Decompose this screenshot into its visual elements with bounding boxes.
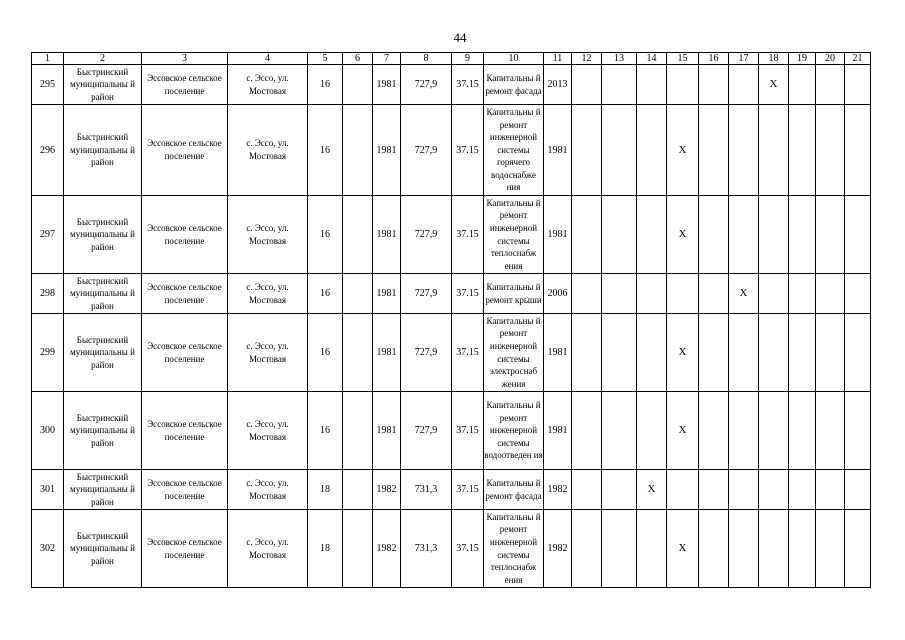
district-cell: Быстринский муниципальны й район bbox=[64, 105, 142, 196]
mark-cell-col-12 bbox=[572, 105, 602, 196]
column-9-value: 37.15 bbox=[452, 274, 484, 314]
column-6-value bbox=[343, 510, 373, 588]
column-header-8: 8 bbox=[401, 53, 452, 65]
row-number: 295 bbox=[32, 65, 64, 105]
table-row bbox=[32, 196, 871, 274]
area-cell: 727,9 bbox=[401, 196, 452, 274]
page-number: 44 bbox=[453, 30, 467, 45]
mark-cell-col-12 bbox=[572, 196, 602, 274]
table-row bbox=[32, 65, 871, 105]
mark-cell-col-20 bbox=[816, 314, 845, 392]
year-built-cell: 1981 bbox=[373, 65, 401, 105]
table-row bbox=[32, 105, 871, 196]
mark-cell-col-15 bbox=[667, 65, 699, 105]
year-built-cell: 1982 bbox=[373, 470, 401, 510]
header-row bbox=[32, 53, 871, 65]
table-row bbox=[32, 470, 871, 510]
column-header-1: 1 bbox=[32, 53, 64, 65]
mark-cell-col-13 bbox=[602, 196, 637, 274]
mark-cell-col-13 bbox=[602, 392, 637, 470]
work-type-cell: Капитальны й ремонт фасада bbox=[484, 65, 544, 105]
mark-cell-col-17 bbox=[729, 510, 759, 588]
mark-cell-col-14 bbox=[637, 196, 667, 274]
mark-cell-col-14 bbox=[637, 65, 667, 105]
mark-cell-col-20 bbox=[816, 274, 845, 314]
mark-cell-col-18 bbox=[759, 274, 789, 314]
last-repair-year-cell: 1982 bbox=[544, 470, 572, 510]
table-row bbox=[32, 314, 871, 392]
mark-cell-col-15: X bbox=[667, 392, 699, 470]
address-cell: с. Эссо, ул. Мостовая bbox=[228, 196, 308, 274]
mark-cell-col-17 bbox=[729, 105, 759, 196]
column-9-value: 37.15 bbox=[452, 510, 484, 588]
mark-cell-col-16 bbox=[699, 274, 729, 314]
settlement-cell: Эссовское сельское поселение bbox=[142, 105, 228, 196]
mark-cell-col-21 bbox=[845, 196, 871, 274]
year-built-cell: 1981 bbox=[373, 196, 401, 274]
work-type-cell: Капитальны й ремонт крыши bbox=[484, 274, 544, 314]
column-header-10: 10 bbox=[484, 53, 544, 65]
row-number: 302 bbox=[32, 510, 64, 588]
column-9-value: 37.15 bbox=[452, 105, 484, 196]
mark-cell-col-21 bbox=[845, 65, 871, 105]
mark-cell-col-20 bbox=[816, 392, 845, 470]
table-row bbox=[32, 392, 871, 470]
column-5-value: 16 bbox=[308, 392, 343, 470]
column-9-value: 37.15 bbox=[452, 196, 484, 274]
mark-cell-col-13 bbox=[602, 65, 637, 105]
mark-cell-col-17: X bbox=[729, 274, 759, 314]
mark-cell-col-17 bbox=[729, 392, 759, 470]
mark-cell-col-15: X bbox=[667, 105, 699, 196]
mark-cell-col-12 bbox=[572, 392, 602, 470]
last-repair-year-cell: 1982 bbox=[544, 510, 572, 588]
mark-cell-col-21 bbox=[845, 392, 871, 470]
column-5-value: 16 bbox=[308, 65, 343, 105]
column-header-17: 17 bbox=[729, 53, 759, 65]
row-number: 300 bbox=[32, 392, 64, 470]
column-header-20: 20 bbox=[816, 53, 845, 65]
mark-cell-col-15 bbox=[667, 470, 699, 510]
mark-cell-col-12 bbox=[572, 65, 602, 105]
column-6-value bbox=[343, 274, 373, 314]
column-header-2: 2 bbox=[64, 53, 142, 65]
mark-cell-col-13 bbox=[602, 470, 637, 510]
mark-cell-col-16 bbox=[699, 105, 729, 196]
mark-cell-col-16 bbox=[699, 470, 729, 510]
area-cell: 731,3 bbox=[401, 510, 452, 588]
last-repair-year-cell: 1981 bbox=[544, 196, 572, 274]
last-repair-year-cell: 2013 bbox=[544, 65, 572, 105]
mark-cell-col-14 bbox=[637, 392, 667, 470]
address-cell: с. Эссо, ул. Мостовая bbox=[228, 65, 308, 105]
mark-cell-col-18 bbox=[759, 314, 789, 392]
work-type-cell: Капитальны й ремонт инженерной системы теплоснабж ения bbox=[484, 196, 544, 274]
mark-cell-col-21 bbox=[845, 274, 871, 314]
column-header-12: 12 bbox=[572, 53, 602, 65]
address-cell: с. Эссо, ул. Мостовая bbox=[228, 105, 308, 196]
mark-cell-col-14: X bbox=[637, 470, 667, 510]
column-header-21: 21 bbox=[845, 53, 871, 65]
mark-cell-col-19 bbox=[789, 105, 816, 196]
column-5-value: 16 bbox=[308, 274, 343, 314]
mark-cell-col-16 bbox=[699, 196, 729, 274]
mark-cell-col-12 bbox=[572, 510, 602, 588]
column-6-value bbox=[343, 314, 373, 392]
mark-cell-col-15: X bbox=[667, 510, 699, 588]
mark-cell-col-21 bbox=[845, 105, 871, 196]
mark-cell-col-14 bbox=[637, 314, 667, 392]
column-6-value bbox=[343, 105, 373, 196]
column-header-18: 18 bbox=[759, 53, 789, 65]
column-header-19: 19 bbox=[789, 53, 816, 65]
mark-cell-col-21 bbox=[845, 314, 871, 392]
area-cell: 727,9 bbox=[401, 314, 452, 392]
address-cell: с. Эссо, ул. Мостовая bbox=[228, 274, 308, 314]
mark-cell-col-14 bbox=[637, 510, 667, 588]
address-cell: с. Эссо, ул. Мостовая bbox=[228, 314, 308, 392]
district-cell: Быстринский муниципальны й район bbox=[64, 470, 142, 510]
last-repair-year-cell: 1981 bbox=[544, 105, 572, 196]
column-header-14: 14 bbox=[637, 53, 667, 65]
mark-cell-col-19 bbox=[789, 274, 816, 314]
row-number: 301 bbox=[32, 470, 64, 510]
area-cell: 731,3 bbox=[401, 470, 452, 510]
mark-cell-col-20 bbox=[816, 65, 845, 105]
mark-cell-col-13 bbox=[602, 314, 637, 392]
column-header-4: 4 bbox=[228, 53, 308, 65]
settlement-cell: Эссовское сельское поселение bbox=[142, 392, 228, 470]
column-header-15: 15 bbox=[667, 53, 699, 65]
district-cell: Быстринский муниципальны й район bbox=[64, 196, 142, 274]
last-repair-year-cell: 1981 bbox=[544, 314, 572, 392]
mark-cell-col-19 bbox=[789, 510, 816, 588]
area-cell: 727,9 bbox=[401, 65, 452, 105]
work-type-cell: Капитальны й ремонт инженерной системы горячего водоснабже ния bbox=[484, 105, 544, 196]
district-cell: Быстринский муниципальны й район bbox=[64, 274, 142, 314]
mark-cell-col-18: X bbox=[759, 65, 789, 105]
mark-cell-col-21 bbox=[845, 510, 871, 588]
address-cell: с. Эссо, ул. Мостовая bbox=[228, 470, 308, 510]
district-cell: Быстринский муниципальны й район bbox=[64, 65, 142, 105]
mark-cell-col-17 bbox=[729, 470, 759, 510]
mark-cell-col-19 bbox=[789, 196, 816, 274]
mark-cell-col-19 bbox=[789, 470, 816, 510]
work-type-cell: Капитальны й ремонт инженерной системы водоотведен ия bbox=[484, 392, 544, 470]
column-5-value: 16 bbox=[308, 314, 343, 392]
column-header-7: 7 bbox=[373, 53, 401, 65]
district-cell: Быстринский муниципальны й район bbox=[64, 314, 142, 392]
year-built-cell: 1981 bbox=[373, 105, 401, 196]
year-built-cell: 1981 bbox=[373, 392, 401, 470]
column-6-value bbox=[343, 470, 373, 510]
column-header-9: 9 bbox=[452, 53, 484, 65]
mark-cell-col-17 bbox=[729, 314, 759, 392]
table-body bbox=[32, 65, 871, 588]
column-5-value: 16 bbox=[308, 196, 343, 274]
column-6-value bbox=[343, 392, 373, 470]
column-header-3: 3 bbox=[142, 53, 228, 65]
mark-cell-col-14 bbox=[637, 105, 667, 196]
last-repair-year-cell: 1981 bbox=[544, 392, 572, 470]
mark-cell-col-18 bbox=[759, 105, 789, 196]
column-header-13: 13 bbox=[602, 53, 637, 65]
row-number: 297 bbox=[32, 196, 64, 274]
mark-cell-col-17 bbox=[729, 196, 759, 274]
settlement-cell: Эссовское сельское поселение bbox=[142, 470, 228, 510]
mark-cell-col-18 bbox=[759, 510, 789, 588]
mark-cell-col-20 bbox=[816, 105, 845, 196]
row-number: 296 bbox=[32, 105, 64, 196]
mark-cell-col-19 bbox=[789, 314, 816, 392]
mark-cell-col-18 bbox=[759, 392, 789, 470]
mark-cell-col-13 bbox=[602, 510, 637, 588]
mark-cell-col-21 bbox=[845, 470, 871, 510]
settlement-cell: Эссовское сельское поселение bbox=[142, 314, 228, 392]
mark-cell-col-15: X bbox=[667, 196, 699, 274]
mark-cell-col-16 bbox=[699, 65, 729, 105]
column-5-value: 16 bbox=[308, 105, 343, 196]
area-cell: 727,9 bbox=[401, 274, 452, 314]
column-5-value: 18 bbox=[308, 470, 343, 510]
mark-cell-col-20 bbox=[816, 470, 845, 510]
district-cell: Быстринский муниципальны й район bbox=[64, 392, 142, 470]
mark-cell-col-19 bbox=[789, 392, 816, 470]
year-built-cell: 1982 bbox=[373, 510, 401, 588]
area-cell: 727,9 bbox=[401, 392, 452, 470]
mark-cell-col-16 bbox=[699, 314, 729, 392]
mark-cell-col-12 bbox=[572, 314, 602, 392]
mark-cell-col-12 bbox=[572, 470, 602, 510]
mark-cell-col-18 bbox=[759, 470, 789, 510]
mark-cell-col-16 bbox=[699, 392, 729, 470]
column-9-value: 37.15 bbox=[452, 392, 484, 470]
district-cell: Быстринский муниципальны й район bbox=[64, 510, 142, 588]
mark-cell-col-15: X bbox=[667, 314, 699, 392]
column-6-value bbox=[343, 65, 373, 105]
settlement-cell: Эссовское сельское поселение bbox=[142, 65, 228, 105]
column-header-16: 16 bbox=[699, 53, 729, 65]
mark-cell-col-14 bbox=[637, 274, 667, 314]
last-repair-year-cell: 2006 bbox=[544, 274, 572, 314]
row-number: 298 bbox=[32, 274, 64, 314]
mark-cell-col-19 bbox=[789, 65, 816, 105]
settlement-cell: Эссовское сельское поселение bbox=[142, 274, 228, 314]
settlement-cell: Эссовское сельское поселение bbox=[142, 510, 228, 588]
column-6-value bbox=[343, 196, 373, 274]
work-type-cell: Капитальны й ремонт инженерной системы теплоснабж ения bbox=[484, 510, 544, 588]
table-row bbox=[32, 510, 871, 588]
column-9-value: 37.15 bbox=[452, 65, 484, 105]
address-cell: с. Эссо, ул. Мостовая bbox=[228, 510, 308, 588]
column-header-5: 5 bbox=[308, 53, 343, 65]
column-5-value: 18 bbox=[308, 510, 343, 588]
mark-cell-col-13 bbox=[602, 105, 637, 196]
work-type-cell: Капитальны й ремонт инженерной системы электроснаб жения bbox=[484, 314, 544, 392]
repair-schedule-table bbox=[31, 52, 871, 588]
area-cell: 727,9 bbox=[401, 105, 452, 196]
row-number: 299 bbox=[32, 314, 64, 392]
column-9-value: 37.15 bbox=[452, 470, 484, 510]
mark-cell-col-18 bbox=[759, 196, 789, 274]
mark-cell-col-17 bbox=[729, 65, 759, 105]
table-row bbox=[32, 274, 871, 314]
year-built-cell: 1981 bbox=[373, 314, 401, 392]
mark-cell-col-15 bbox=[667, 274, 699, 314]
mark-cell-col-16 bbox=[699, 510, 729, 588]
column-9-value: 37.15 bbox=[452, 314, 484, 392]
mark-cell-col-12 bbox=[572, 274, 602, 314]
settlement-cell: Эссовское сельское поселение bbox=[142, 196, 228, 274]
work-type-cell: Капитальны й ремонт фасада bbox=[484, 470, 544, 510]
column-header-6: 6 bbox=[343, 53, 373, 65]
mark-cell-col-20 bbox=[816, 510, 845, 588]
address-cell: с. Эссо, ул. Мостовая bbox=[228, 392, 308, 470]
year-built-cell: 1981 bbox=[373, 274, 401, 314]
mark-cell-col-20 bbox=[816, 196, 845, 274]
column-header-11: 11 bbox=[544, 53, 572, 65]
mark-cell-col-13 bbox=[602, 274, 637, 314]
